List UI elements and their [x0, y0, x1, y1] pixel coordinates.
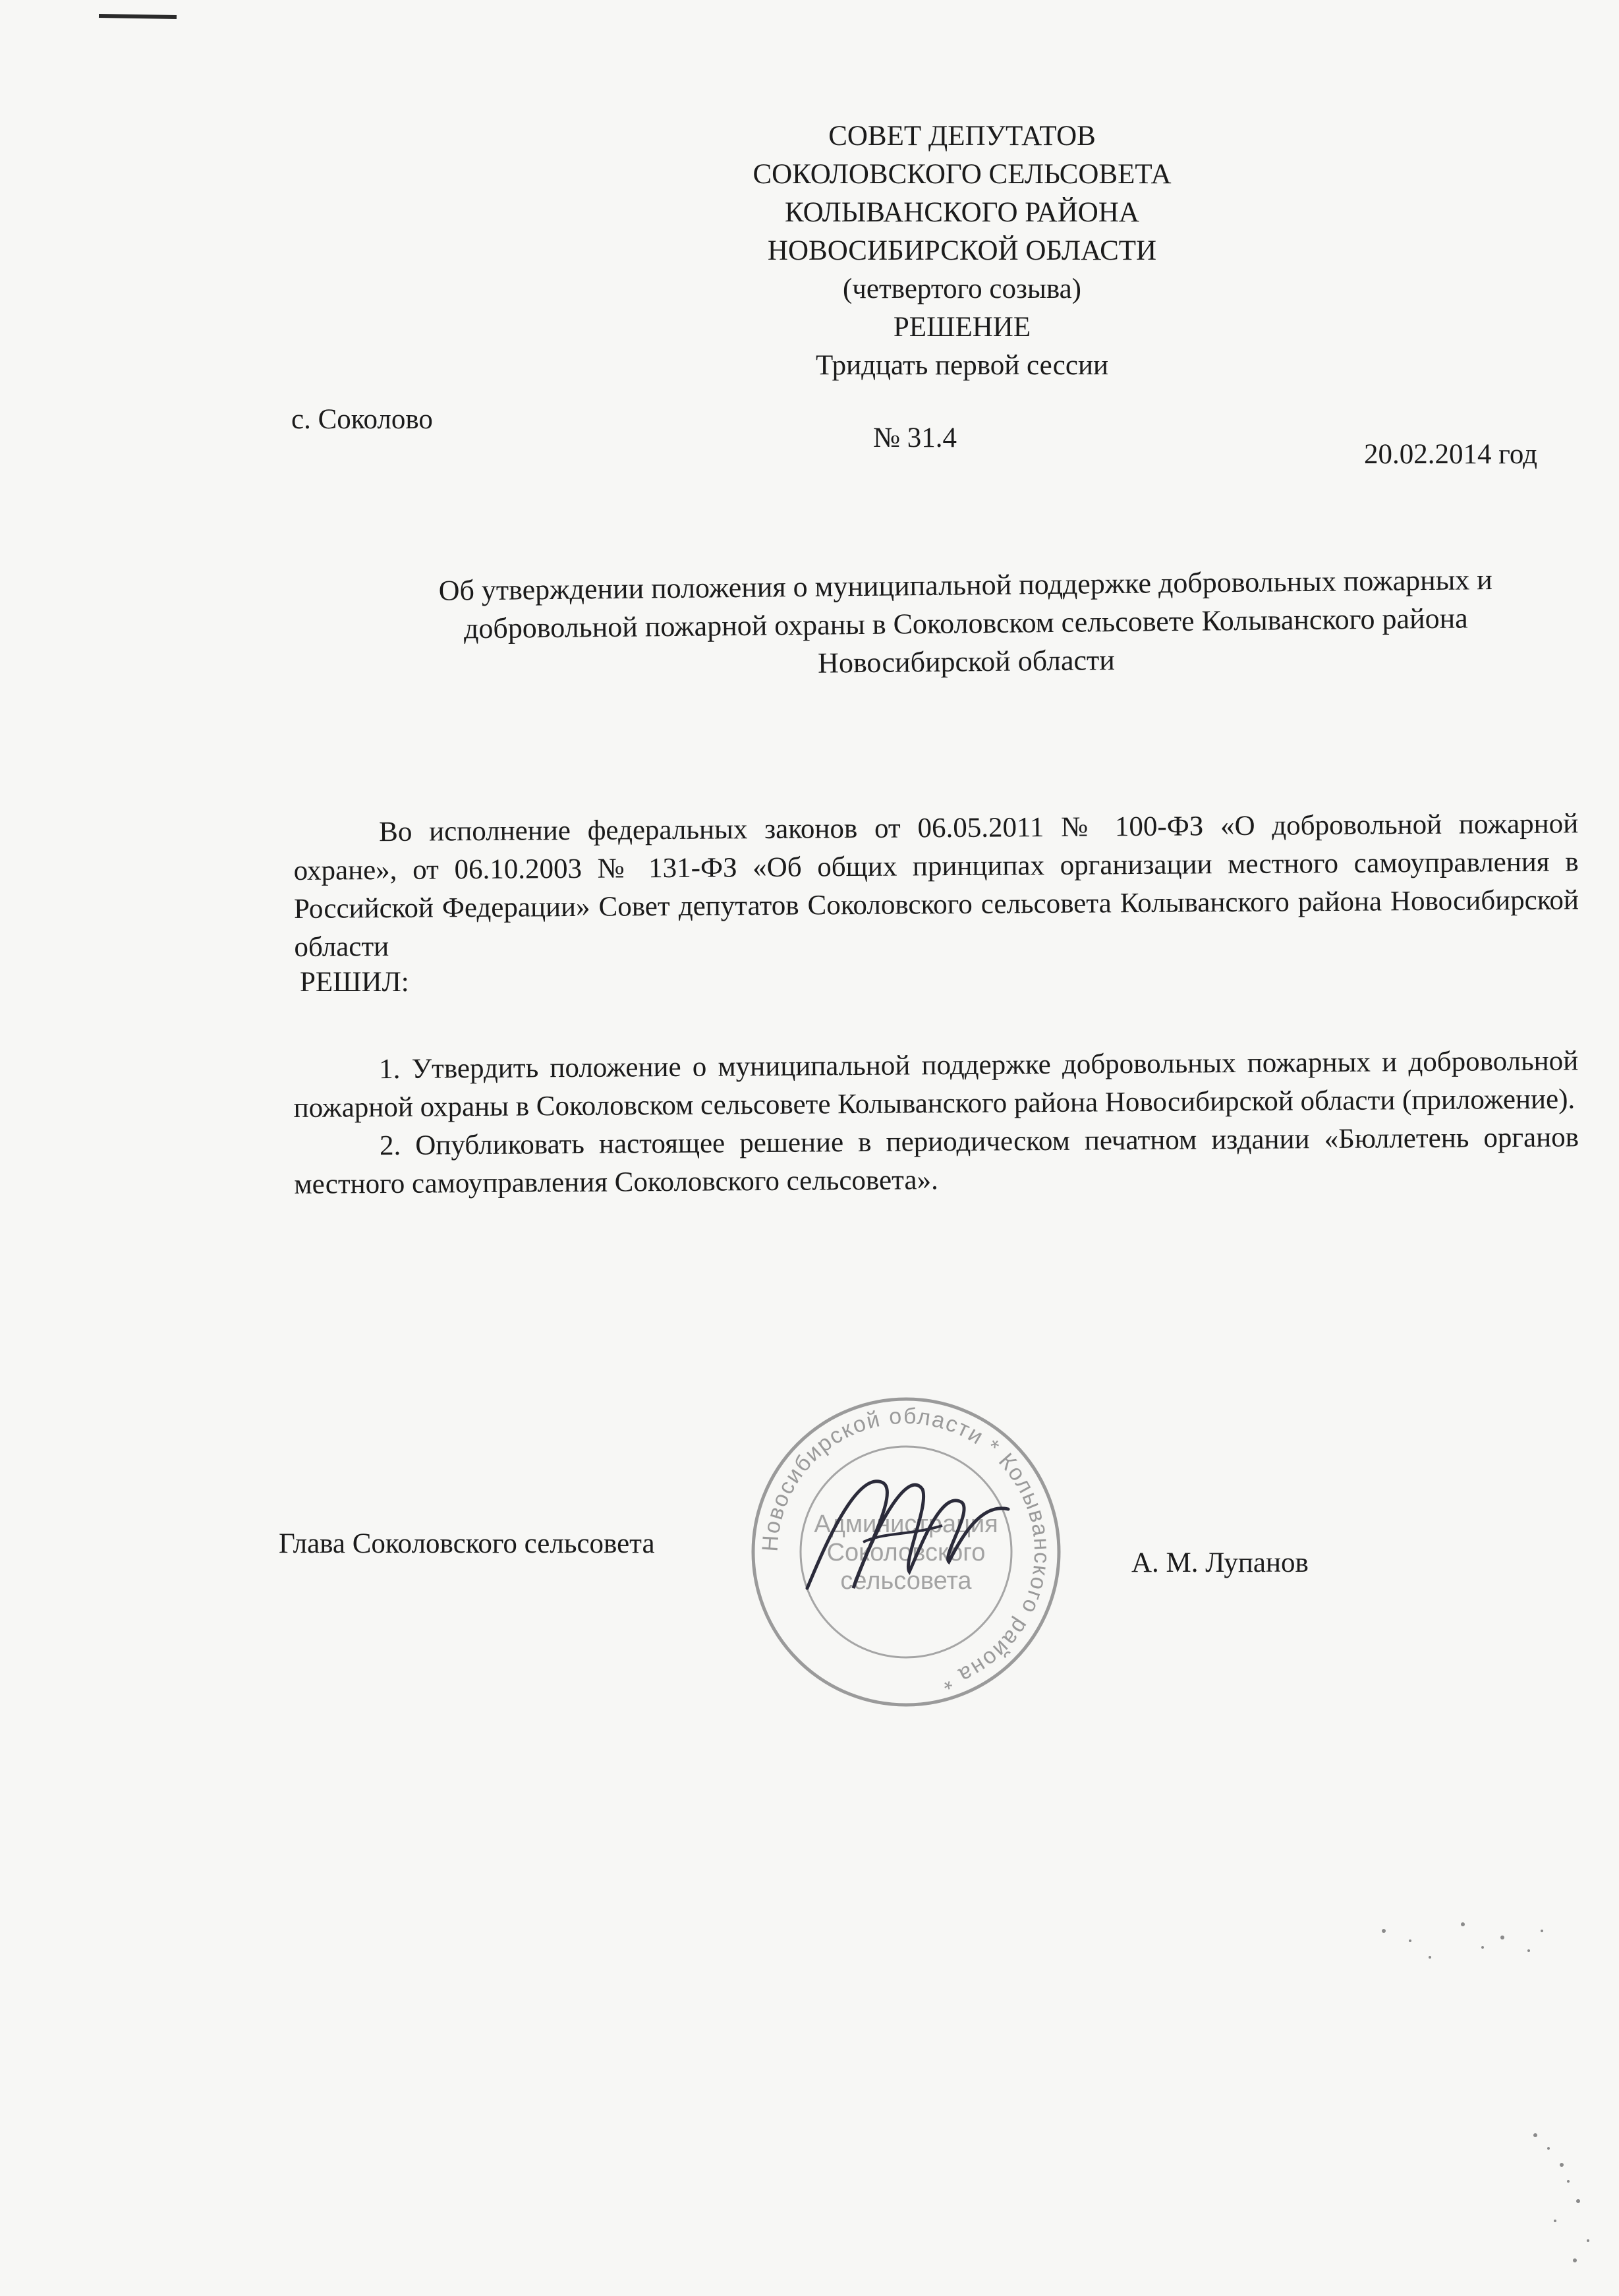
decision-item-1: 1. Утвердить положение о муниципальной поддержке добровольных пожарных и добровольной пожарной охраны в Соколовском сельсовете Колыванского района Новосибирской области (приложение). — [293, 1045, 1579, 1124]
title-line-2: добровольной пожарной охраны в Соколовском сельсовете Колыванского района — [463, 602, 1468, 645]
document-date: 20.02.2014 год — [1364, 439, 1537, 470]
title-line-1: Об утверждении положения о муниципальной поддержке добровольных пожарных и — [438, 563, 1493, 607]
document-place: с. Соколово — [291, 404, 433, 435]
signatory-name: А. М. Лупанов — [1131, 1547, 1309, 1578]
header-line-district: КОЛЫВАНСКОГО РАЙОНА — [785, 197, 1139, 228]
document-number: № 31.4 — [873, 422, 957, 453]
stamp-inner-line-2: Соколовского — [826, 1539, 986, 1566]
header-line-region: НОВОСИБИРСКОЙ ОБЛАСТИ — [767, 235, 1157, 266]
title-line-3: Новосибирской области — [817, 644, 1116, 679]
preamble-paragraph: Во исполнение федеральных законов от 06.05.2011 № 100-ФЗ «О добровольной пожарной охране», от 06.10.2003 № 131-ФЗ «Об общих принципах организации местного самоуправления в Российской Федерации» Совет депутатов Соколовского сельсовета Колыванского района Новосибирской области — [293, 808, 1579, 963]
decision-items — [293, 1042, 1579, 1204]
preamble-block — [293, 805, 1579, 967]
stamp-outer-text: Новосибирской области * Колыванского района * — [757, 1403, 1055, 1696]
stamp-inner-line-1: Администрация — [814, 1510, 998, 1538]
header-line-convocation: (четвертого созыва) — [842, 273, 1082, 304]
header-line-council: СОВЕТ ДЕПУТАТОВ — [828, 121, 1096, 152]
official-stamp — [745, 1391, 1067, 1713]
scan-edge-mark — [99, 14, 177, 19]
document-header — [659, 117, 1265, 385]
document-title — [297, 560, 1619, 688]
header-line-selsovet: СОКОЛОВСКОГО СЕЛЬСОВЕТА — [753, 159, 1172, 190]
resolved-label: РЕШИЛ: — [300, 967, 409, 998]
stamp-inner-line-3: сельсовета — [840, 1567, 972, 1595]
scan-specks — [1371, 1911, 1608, 2293]
header-line-session: Тридцать первой сессии — [816, 350, 1108, 381]
header-line-decision: РЕШЕНИЕ — [893, 312, 1031, 343]
signatory-position: Глава Соколовского сельсовета — [279, 1528, 655, 1559]
decision-item-2: 2. Опубликовать настоящее решение в периодическом печатном издании «Бюллетень органов местного самоуправления Соколовского сельсовета». — [294, 1122, 1579, 1200]
